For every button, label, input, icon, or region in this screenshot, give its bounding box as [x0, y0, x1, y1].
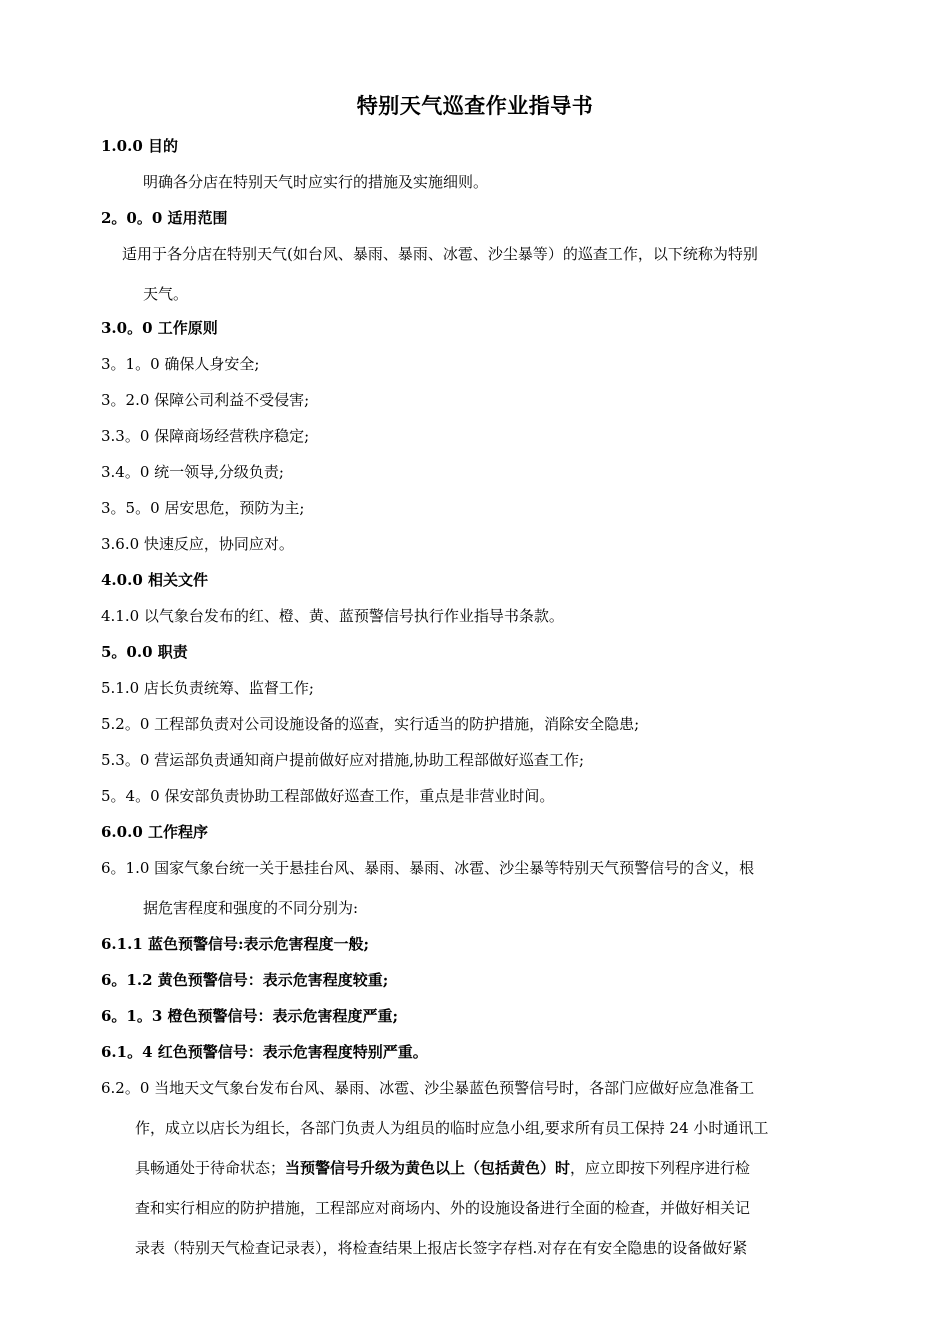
section-heading-procedure: 6.0.0 工作程序	[101, 823, 208, 841]
section-heading-documents: 4.0.0 相关文件	[101, 571, 208, 589]
section-heading-duties: 5。0.0 职责	[101, 643, 188, 661]
paragraph-text: 具畅通处于待命状态；	[135, 1159, 286, 1177]
list-item: 5.3。0 营运部负责通知商户提前做好应对措施,协助工程部做好巡查工作;	[101, 751, 584, 769]
section-heading-principles: 3.0。0 工作原则	[101, 319, 218, 337]
paragraph: 天气。	[143, 285, 189, 303]
list-item: 5.2。0 工程部负责对公司设施设备的巡查，实行适当的防护措施，消除安全隐患;	[101, 715, 640, 733]
list-item: 3.3。0 保障商场经营秩序稳定;	[101, 427, 310, 445]
emphasis-text: 当预警信号升级为黄色以上（包括黄色）时	[285, 1159, 571, 1177]
paragraph: 录表（特别天气检查记录表），将检查结果上报店长签字存档.对存在有安全隐患的设备做好紧	[135, 1239, 748, 1257]
warning-orange: 6。1。3 橙色预警信号：表示危害程度严重;	[101, 1007, 399, 1025]
paragraph: 适用于各分店在特别天气(如台风、暴雨、暴雨、冰雹、沙尘暴等）的巡查工作，以下统称为特别	[122, 245, 758, 263]
warning-yellow: 6。1.2 黄色预警信号：表示危害程度较重;	[101, 971, 389, 989]
list-item: 5.1.0 店长负责统筹、监督工作;	[101, 679, 314, 697]
list-item: 5。4。0 保安部负责协助工程部做好巡查工作，重点是非营业时间。	[101, 787, 555, 805]
warning-red: 6.1。4 红色预警信号：表示危害程度特别严重。	[101, 1043, 428, 1061]
section-heading-scope: 2。0。0 适用范围	[101, 209, 228, 227]
paragraph: 6。1.0 国家气象台统一关于悬挂台风、暴雨、暴雨、冰雹、沙尘暴等特别天气预警信号的含义，根	[101, 859, 755, 877]
paragraph: 6.2。0 当地天文气象台发布台风、暴雨、冰雹、沙尘暴蓝色预警信号时，各部门应做好应急准备工	[101, 1079, 755, 1097]
warning-blue: 6.1.1 蓝色预警信号:表示危害程度一般;	[101, 935, 370, 953]
list-item: 3.4。0 统一领导,分级负责;	[101, 463, 284, 481]
list-item: 3。5。0 居安思危，预防为主;	[101, 499, 305, 517]
paragraph: 作，成立以店长为组长，各部门负责人为组员的临时应急小组,要求所有员工保持 24 小时通讯工	[135, 1119, 769, 1137]
paragraph: 明确各分店在特别天气时应实行的措施及实施细则。	[143, 173, 489, 191]
document-title: 特别天气巡查作业指导书	[356, 93, 594, 118]
list-item: 3。1。0 确保人身安全;	[101, 355, 260, 373]
list-item: 4.1.0 以气象台发布的红、橙、黄、蓝预警信号执行作业指导书条款。	[101, 607, 564, 625]
paragraph: 据危害程度和强度的不同分别为:	[143, 899, 359, 917]
list-item: 3.6.0 快速反应，协同应对。	[101, 535, 294, 553]
paragraph: 查和实行相应的防护措施，工程部应对商场内、外的设施设备进行全面的检查，并做好相关记	[135, 1199, 751, 1217]
list-item: 3。2.0 保障公司利益不受侵害;	[101, 391, 310, 409]
paragraph-mixed	[135, 1158, 750, 1178]
paragraph-text: ，应立即按下列程序进行检	[570, 1159, 751, 1177]
section-heading-purpose: 1.0.0 目的	[101, 137, 178, 155]
